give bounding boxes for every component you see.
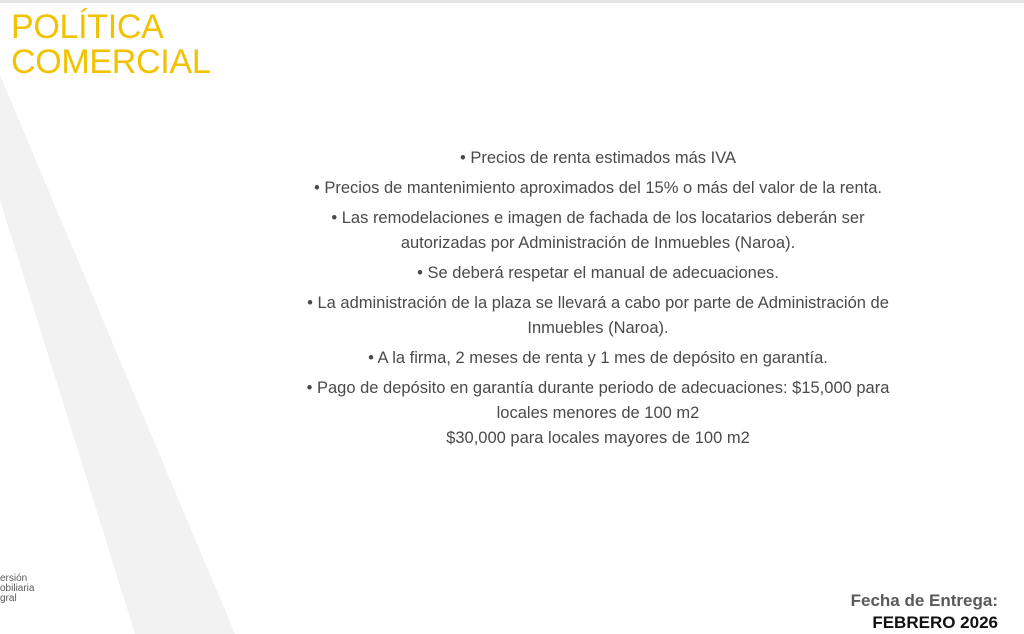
policy-list bbox=[298, 146, 898, 456]
page-title-line-1: POLÍTICA bbox=[11, 8, 164, 46]
policy-item-adaptation-manual: • Se deberá respetar el manual de adecuaciones. bbox=[417, 264, 779, 282]
policy-item-deposit: • Pago de depósito en garantía durante periodo de adecuaciones: $15,000 para locales menores de 100 m2 bbox=[306, 379, 890, 422]
policy-item-deposit-large: $30,000 para locales mayores de 100 m2 bbox=[446, 429, 750, 447]
policy-item-maintenance: • Precios de mantenimiento aproximados del 15% o más del valor de la renta. bbox=[314, 179, 882, 197]
logo-line-1: ersión bbox=[0, 573, 28, 584]
page-title bbox=[11, 10, 210, 80]
policy-item-signing: • A la firma, 2 meses de renta y 1 mes de depósito en garantía. bbox=[368, 349, 828, 367]
diagonal-band-shape bbox=[0, 75, 235, 634]
logo-line-2: obiliaria bbox=[0, 583, 35, 594]
logo-line-3: gral bbox=[0, 593, 17, 604]
company-logo-text bbox=[0, 574, 34, 604]
policy-item-remodeling: • Las remodelaciones e imagen de fachada de los locatarios deberán ser autorizadas por Administración de Inmuebles (Naroa). bbox=[331, 209, 865, 252]
delivery-date bbox=[851, 590, 998, 634]
delivery-date-value: FEBRERO 2026 bbox=[872, 613, 998, 632]
policy-item-rent-prices: • Precios de renta estimados más IVA bbox=[459, 149, 736, 167]
policy-item-administration: • La administración de la plaza se llevará a cabo por parte de Administración de Inmuebles (Naroa). bbox=[307, 294, 889, 337]
page-title-line-2: COMERCIAL bbox=[11, 43, 211, 81]
delivery-date-label: Fecha de Entrega: bbox=[850, 591, 998, 610]
